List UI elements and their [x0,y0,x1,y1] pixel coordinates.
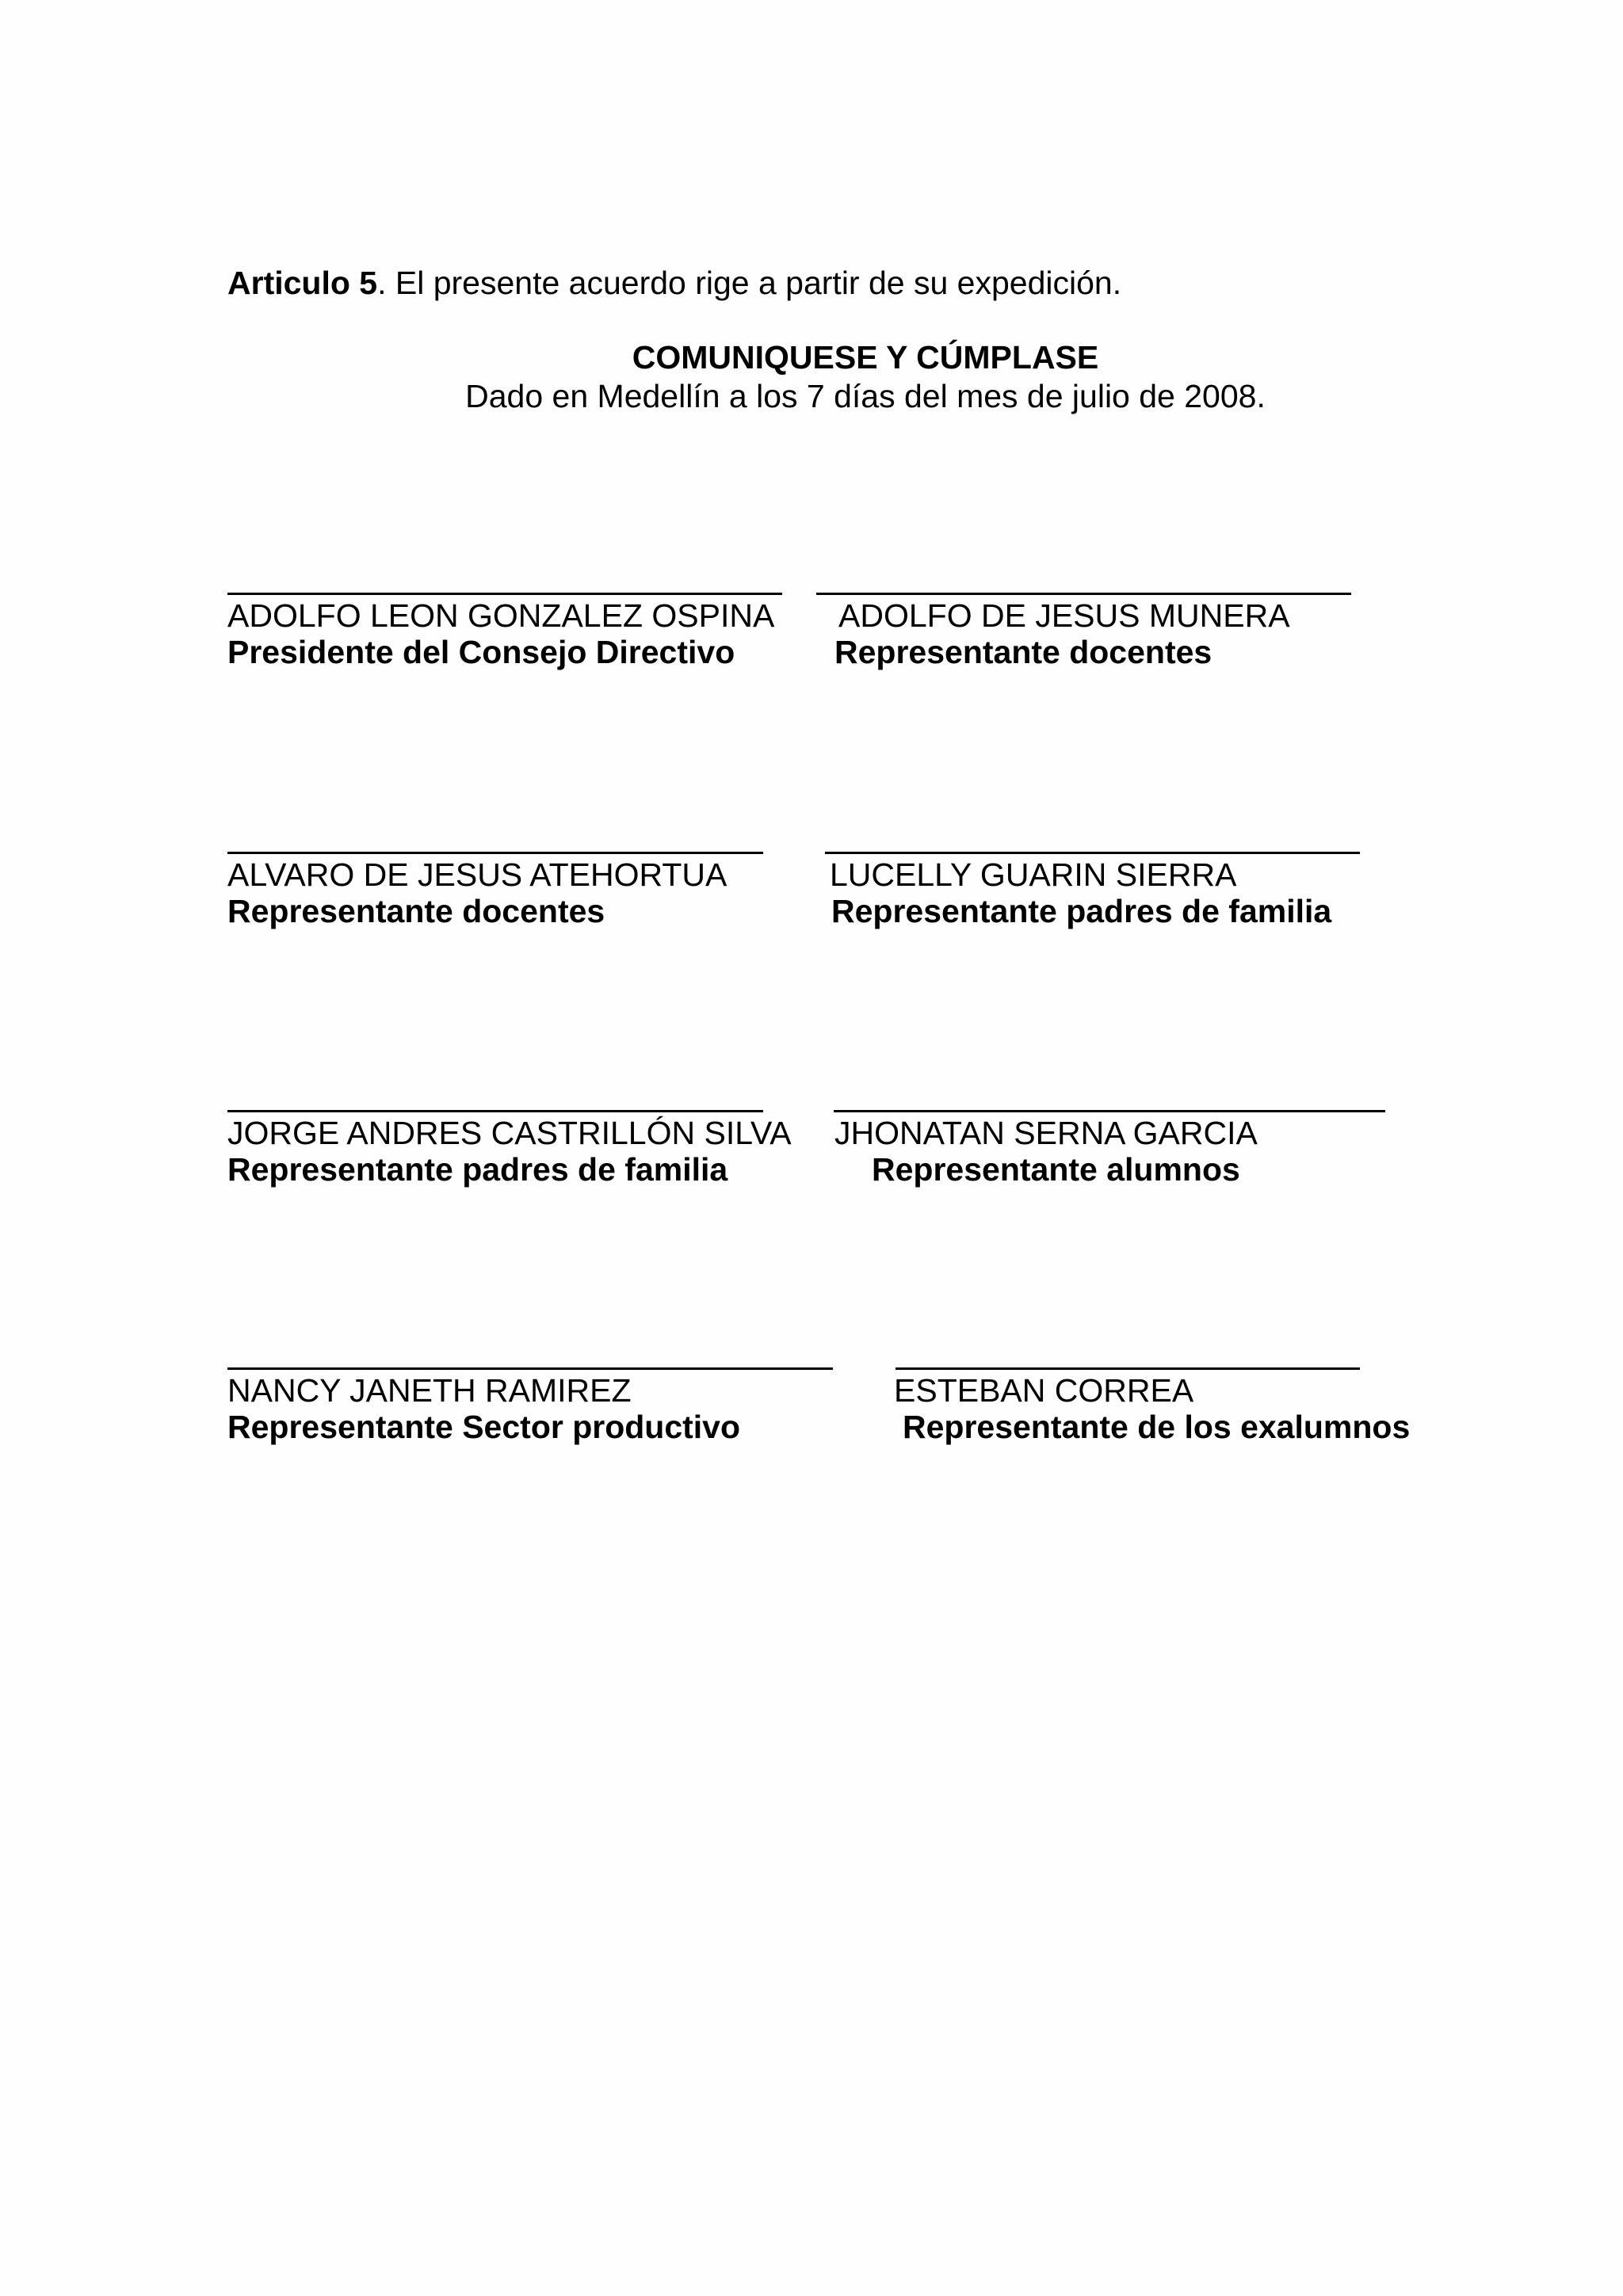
closing-heading: COMUNIQUESE Y CÚMPLASE [632,339,1099,376]
signatory-name: ADOLFO DE JESUS MUNERA [838,597,1290,634]
signatory-name: JORGE ANDRES CASTRILLÓN SILVA [227,1115,792,1151]
signatory-role: Representante docentes [227,893,605,929]
signature-line [825,852,1360,854]
signatory-role: Representante alumnos [872,1151,1240,1188]
signature-line [896,1367,1360,1370]
signature-line [227,1110,763,1112]
signatory-name: ALVARO DE JESUS ATEHORTUA [227,856,727,893]
signatory-role: Representante Sector productivo [227,1409,741,1445]
signatory-role: Representante de los exalumnos [903,1409,1411,1445]
signatory-name: LUCELLY GUARIN SIERRA [830,856,1237,893]
signature-line [227,852,763,854]
closing-date-line: Dado en Medellín a los 7 días del mes de julio de 2008. [465,378,1266,414]
signature-line [227,593,782,595]
signature-line [834,1110,1385,1112]
article-text: . El presente acuerdo rige a partir de su expedición. [377,265,1122,301]
signatory-role: Presidente del Consejo Directivo [227,634,735,670]
signature-line [816,593,1351,595]
signatory-name: ADOLFO LEON GONZALEZ OSPINA [227,597,775,634]
signatory-role: Representante padres de familia [227,1151,728,1188]
signatory-role: Representante padres de familia [831,893,1332,929]
article-label: Articulo 5 [227,265,378,301]
signatory-role: Representante docentes [834,634,1212,670]
article-paragraph [227,263,1121,303]
signatory-name: NANCY JANETH RAMIREZ [227,1372,632,1409]
signatory-name: ESTEBAN CORREA [894,1372,1194,1409]
signature-line [227,1367,833,1370]
signatory-name: JHONATAN SERNA GARCIA [834,1115,1258,1151]
